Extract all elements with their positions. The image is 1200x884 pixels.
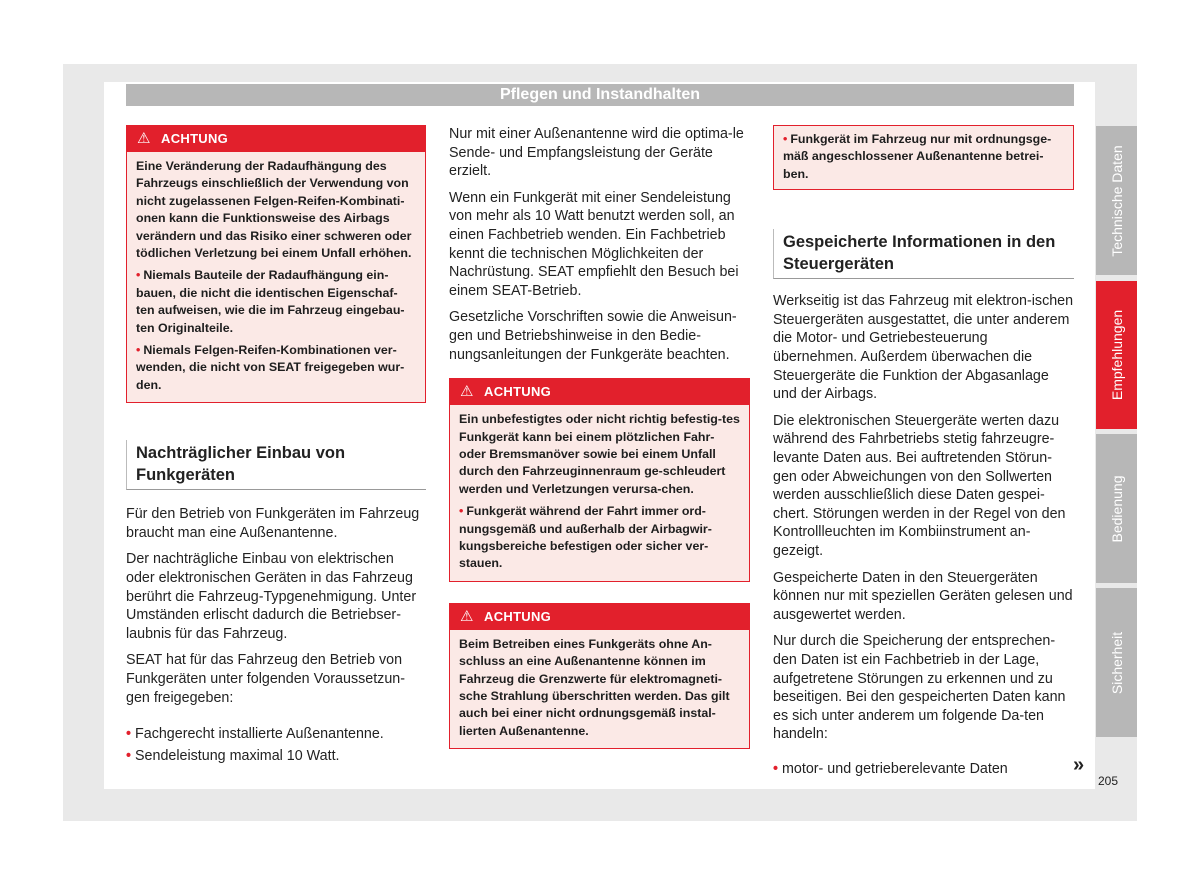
section-title-stored-info: Gespeicherte Informationen in den Steuergeräten [773,229,1074,279]
column-2 [449,125,750,749]
list-item: • Fachgerecht installierte Außenantenne. [126,726,384,743]
warning-box-suspension [126,125,426,403]
warning-body [450,405,749,581]
warning-body [127,152,425,402]
warning-label: ACHTUNG [161,131,229,146]
warning-item: • Funkgerät im Fahrzeug nur mit ordnungsge-mäß angeschlossener Außenantenne betrei-ben. [783,132,1052,181]
warning-box-unsecured-radio [449,378,750,582]
section-title-radio-install: Nachträglicher Einbau von Funkgeräten [126,440,426,490]
warning-triangle-icon: ⚠ [137,130,151,147]
paragraph: Gesetzliche Vorschriften sowie die Anweisun-gen und Betriebshinweise in den Bedie-nungsanleitungen der Funkgeräte beachten. [449,309,737,363]
paragraph: Für den Betrieb von Funkgeräten im Fahrzeug braucht man eine Außenantenne. [126,506,420,541]
paragraph: Gespeicherte Daten in den Steuergeräten können nur mit speziellen Geräten gelesen und ausgewertet werden. [773,569,1073,623]
tab-empfehlungen[interactable]: Empfehlungen [1096,281,1137,429]
bullet-dot-icon: • [783,132,788,146]
warning-body [774,126,1073,189]
warning-intro: Beim Betreiben eines Funkgeräts ohne An-schluss an eine Außenantenne können im Fahrzeug die Grenzwerte für elektromagneti-sche Strahlung überschritten werden. Das gilt auch bei einer nicht ordnungsgemäß instal-lierten Außenantenne. [459,636,730,738]
warning-box-continued [773,125,1074,190]
warning-item: • Funkgerät während der Fahrt immer ord-nungsgemäß und außerhalb der Airbagwir-kungsbereiche befestigen oder sicher ver-stauen. [459,504,712,571]
column-3 [773,125,1074,781]
warning-box-antenna [449,603,750,749]
tab-sicherheit[interactable]: Sicherheit [1096,588,1137,737]
paragraph: Wenn ein Funkgerät mit einer Sendeleistung von mehr als 10 Watt benutzt werden soll, an einen Fachbetrieb wenden. Ein Fachbetrieb kennt die technischen Möglichkeiten der Nachrüstung. SEAT empfiehlt den Besuch bei einem SEAT-Betrieb. [449,189,739,299]
paragraph: SEAT hat für das Fahrzeug den Betrieb von Funkgeräten unter folgenden Voraussetzun-gen freigegeben: [126,652,405,706]
warning-header [127,126,425,152]
warning-label: ACHTUNG [484,608,552,624]
bullet-dot-icon: • [773,760,779,777]
warning-triangle-icon: ⚠ [460,383,474,401]
bullet-dot-icon: • [136,268,141,283]
column-1 [126,125,426,768]
paragraph: Die elektronischen Steuergeräte werten dazu während des Fahrbetriebs stetig fahrzeugre-levante Daten aus. Bei auftretenden Störun-gen oder Abweichungen von den Sollwerten werden ausschließlich diese Daten gespei-chert. Störungen werden in der Regel von den Kontrollleuchten im Kombiinstrument an-gezeigt. [773,412,1066,559]
paragraph: Werkseitig ist das Fahrzeug mit elektron-ischen Steuergeräten ausgestattet, die unter anderem die Motor- und Getriebesteuerung übernehmen. Außerdem überwachen die Steuergeräte die Funktion der Abgasanlage und der Airbags. [773,293,1074,403]
warning-header [450,379,749,405]
paragraph: Der nachträgliche Einbau von elektrischen oder elektronischen Geräten in das Fahrzeug berührt die Fahrzeug-Typgenehmigung. Unter Umständen erlischt dadurch die Betriebser-laubnis für das Fahrzeug. [126,551,417,642]
paragraph: Nur durch die Speicherung der entsprechen-den Daten ist ein Fachbetrieb in der Lage, aufgetretene Störungen zu erkennen und zu beseitigen. Bei den gespeicherten Daten kann es sich unter anderem um folgende Da-ten handeln: [773,633,1066,743]
warning-item: • Niemals Felgen-Reifen-Kombinationen ver-wenden, die nicht von SEAT freigegeben wur-den. [136,343,405,392]
bullet-dot-icon: • [126,726,132,743]
warning-header [450,604,749,630]
warning-intro: Ein unbefestigtes oder nicht richtig befestig-tes Funkgerät kann bei einem plötzlichen Fahr- oder Bremsmanöver sowie bei einem Unfall durch den Fahrzeuginnenraum ge-schleudert werden und Verletzungen verursa-chen. [459,412,740,496]
warning-intro: Eine Veränderung der Radaufhängung des Fahrzeugs einschließlich der Verwendung von nicht zugelassenen Felgen-Reifen-Kombinati-onen kann die Funktionsweise des Airbags verändern und das Risiko einer schweren oder tödlichen Verletzung bei einem Unfall erhöhen. [136,159,412,261]
tab-technische-daten[interactable]: Technische Daten [1096,126,1137,275]
warning-item: • Niemals Bauteile der Radaufhängung ein-bauen, die nicht die identischen Eigenschaf-ten aufweisen, wie die im Fahrzeug eingebau-ten Originalteile. [136,268,405,335]
warning-triangle-icon: ⚠ [460,607,474,625]
tab-bedienung[interactable]: Bedienung [1096,434,1137,583]
chapter-header: Pflegen und Instandhalten [126,84,1074,106]
warning-label: ACHTUNG [484,384,552,400]
warning-body [450,630,749,748]
bullet-dot-icon: • [126,747,132,764]
continue-arrow-icon: » [1073,754,1085,776]
page-number: 205 [1098,774,1119,788]
paragraph: Nur mit einer Außenantenne wird die optima-le Sende- und Empfangsleistung der Geräte erzielt. [449,126,744,180]
bullet-dot-icon: • [459,504,464,519]
list-item: • Sendeleistung maximal 10 Watt. [126,747,340,764]
list-item: • motor- und getrieberelevante Daten [773,760,1008,777]
bullet-dot-icon: • [136,343,141,358]
